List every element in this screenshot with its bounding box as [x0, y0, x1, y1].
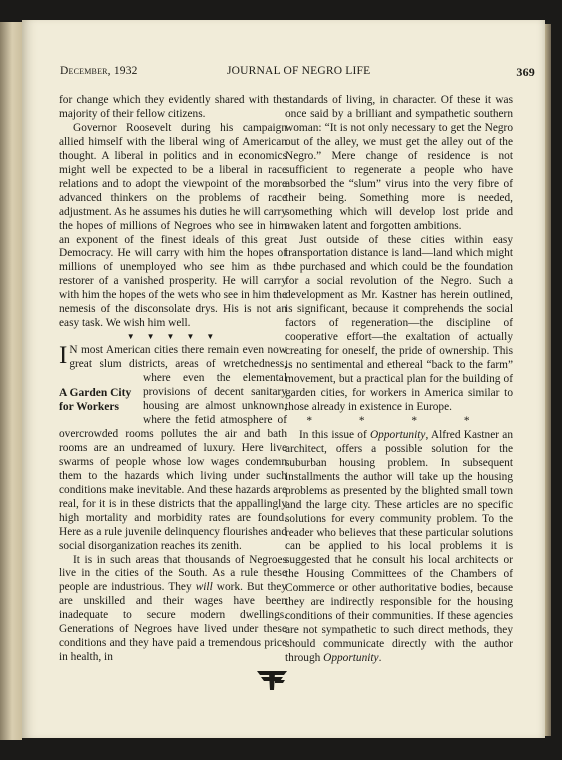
book-page-edge-right — [545, 24, 551, 736]
emphasis-text: Opportunity — [323, 652, 379, 665]
paragraph: Just outside of these cities within easy transportation distance is land—land which might be purchased and which could be the foundation for a social revolution of the Negro. Such a development as Mr. Kastner has herein outlined, is significant, because it comprehends the social factors of regeneration—the discipline of cooperative effort—the exaltation of actually creating for oneself, the pride of ownership. This is no sentimental and ethereal “back to the farm” movement, but a practical plan for the building of garden cities, for workers in America similar to those already in existence in Europe. — [285, 233, 513, 413]
paragraph-text: where even the elemental provisions of decent sanitary housing are almost unknown, where the fetid atmosphere of overcrowded rooms pollutes the air and bath rooms are an undreamed of luxury. Here live swarms of people whose low wages condemn them to the hazards which living under such conditions make inevitable. And these hazards are real, for it is in these districts that the appallingly high mortality and morbidity rates are found. Here as a rule juvenile delinquency flourishes and social disorganization reaches its zenith. — [59, 372, 287, 552]
emphasis-text: will — [195, 581, 213, 594]
page-number: 369 — [516, 65, 535, 79]
paragraph — [59, 344, 287, 553]
drop-cap: I — [59, 342, 68, 370]
running-header — [22, 65, 545, 81]
section-break-asterisks: * * * * — [306, 414, 492, 427]
sidehead — [59, 386, 137, 414]
paragraph: for change which they evidently shared with the majority of their fellow citizens. — [59, 94, 287, 120]
right-column — [285, 94, 513, 666]
paragraph: Governor Roosevelt during his campaign allied himself with the liberal wing of American thought. A liberal in politics and in economics might well be expected to be a liberal in race relations and to adopt the viewpoint of the more advanced thinkers on the problems of race adjustment. As he assumes his duties he will carry the hopes of millions of Negroes who see in him an exponent of the finest ideals of this great Democracy. He will carry with him the hopes of millions of unemployed who see him as the restorer of a vanished prosperity. He will carry with him the hopes of the wets who see in him the nemesis of the disconsolate drys. His is not an easy task. We wish him well. — [59, 121, 287, 330]
paragraph: standards of living, in character. Of these it was once said by a brilliant and sympathetic southern woman: “It is not only necessary to get the Negro out of the alley, we must get the alley out of the Negro.” Mere change of residence is not sufficient to regenerate a people who have absorbed the “slum” virus into the very fibre of their being. Something more is needed, something which will develop lost pride and awaken latent and forgotten ambitions. — [285, 94, 513, 232]
paragraph-text: N most American cities there remain even now great slum districts, areas of wretchedness, — [69, 344, 287, 371]
journal-page — [22, 20, 545, 738]
paragraph — [285, 429, 513, 666]
emphasis-text: Opportunity — [369, 428, 426, 441]
sidehead-line: for Workers — [59, 401, 119, 414]
paragraph-text: , Alfred Kastner an architect, offers a possible solution for the suburban housing problem. In subsequent installments the author will take up the housing problems as presented by the blighted small town and the large city. These articles are no specific solutions for every community problem. To the reader who believes that these particular solutions can be applied to his local problems it is suggested that he consult his local architects or the Housing Committees of the Chambers of Commerce or other authoritative bodies, because they are indirectly responsible for the housing conditions of their communities. If these agencies are not sympathetic to such direct methods, they should communicate directly with the author through — [285, 428, 513, 665]
paragraph-text: It is in such areas that thousands of Negroes live in the cities of the South. As a rule these people are industrious. They — [59, 553, 287, 594]
left-column — [59, 94, 287, 665]
paragraph-text: . — [378, 652, 382, 665]
header-journal-title: JOURNAL OF NEGRO LIFE — [227, 65, 371, 77]
section-ornament: ▼ ▼ ▼ ▼ ▼ — [126, 332, 220, 342]
paragraph-text: work. But they are unskilled and their wages have been inadequate to secure modern dwellings. Generations of Negroes have lived under these conditions and they have paid a tremendous price in health, in — [59, 581, 287, 664]
paragraph-text: In this issue of — [299, 428, 370, 441]
journal-emblem-icon — [255, 668, 289, 692]
sidehead-line: A Garden City — [59, 387, 132, 400]
paragraph — [59, 554, 287, 666]
book-gutter-left — [0, 22, 22, 740]
header-date: December, 1932 — [60, 65, 138, 77]
